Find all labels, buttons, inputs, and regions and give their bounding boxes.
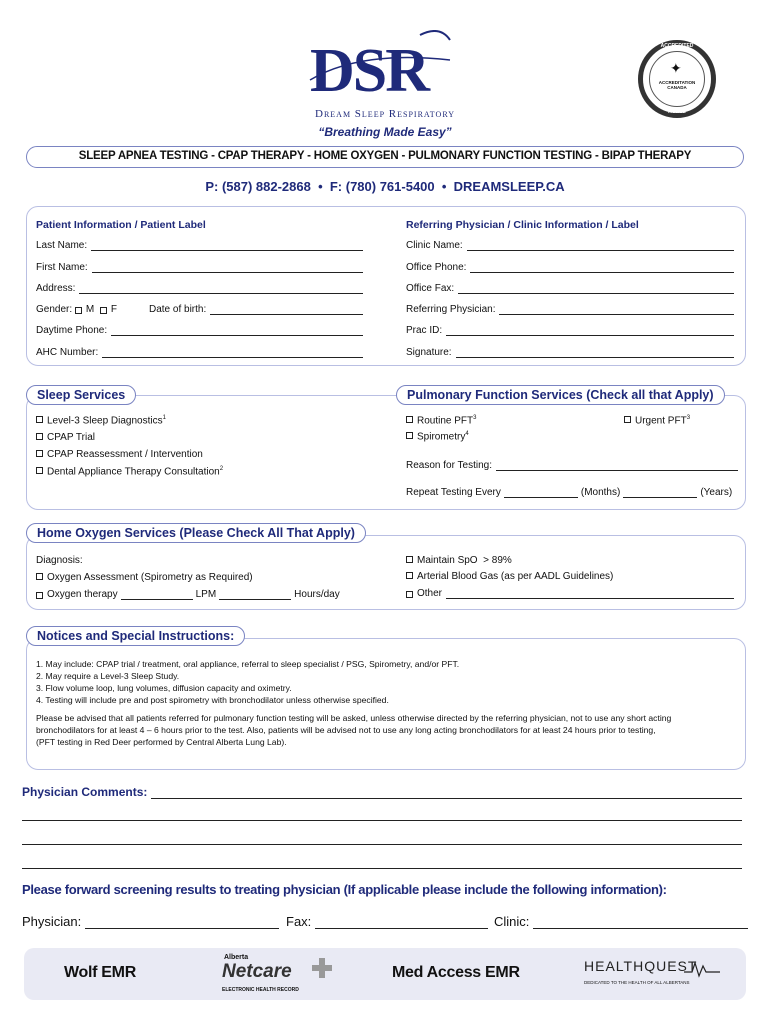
logo-letters: DSR	[310, 37, 429, 105]
cpap-trial-option[interactable]: CPAP Trial	[36, 432, 95, 443]
last-name-field[interactable]: Last Name:	[36, 240, 363, 251]
referring-info-title: Referring Physician / Clinic Information / Label	[406, 219, 639, 231]
forward-clinic-field[interactable]: Clinic:	[494, 914, 748, 929]
oxygen-assessment-option[interactable]: Oxygen Assessment (Spirometry as Required)	[36, 572, 253, 583]
sleep-services-title: Sleep Services	[26, 385, 136, 405]
contact-line: P: (587) 882-2868 • F: (780) 761-5400 • DREAMSLEEP.CA	[205, 179, 565, 194]
notices-list	[36, 658, 459, 706]
oxygen-therapy-field[interactable]: Oxygen therapy LPM Hours/day	[36, 589, 366, 600]
forward-fax-field[interactable]: Fax:	[286, 914, 488, 929]
routine-pft-option[interactable]: Routine PFT$^3$	[406, 415, 476, 426]
med-access-emr-logo: Med Access EMR	[392, 964, 520, 981]
notices-title: Notices and Special Instructions:	[26, 626, 245, 646]
gender-field[interactable]: Gender: M F	[36, 304, 117, 315]
checkbox[interactable]	[406, 591, 413, 598]
checkbox[interactable]	[36, 433, 43, 440]
maple-leaf-icon: ✦	[670, 60, 682, 76]
arterial-blood-gas-option[interactable]: Arterial Blood Gas (as per AADL Guidelines)	[406, 571, 613, 582]
gender-m-checkbox[interactable]	[75, 307, 82, 314]
other-field[interactable]: Other	[406, 588, 734, 599]
checkbox[interactable]	[36, 416, 43, 423]
daytime-phone-field[interactable]: Daytime Phone:	[36, 325, 363, 336]
checkbox[interactable]	[36, 467, 43, 474]
spirometry-option[interactable]: Spirometry$^4$	[406, 431, 469, 442]
seal-top-text: ACCREDITED	[660, 43, 694, 49]
seal-bottom-text: AGRÉÉ	[668, 109, 686, 115]
cpap-reassessment-option[interactable]: CPAP Reassessment / Intervention	[36, 449, 203, 460]
urgent-pft-option[interactable]: Urgent PFT$^3$	[624, 415, 690, 426]
referring-physician-field[interactable]: Referring Physician:	[406, 304, 734, 315]
netcare-logo: Alberta Netcare ELECTRONIC HEALTH RECORD	[222, 954, 342, 998]
services-banner-text: SLEEP APNEA TESTING - CPAP THERAPY - HOME OXYGEN - PULMONARY FUNCTION TESTING - BIPAP THERAPY	[78, 150, 692, 162]
accreditation-seal	[638, 40, 716, 118]
netcare-cross-icon	[312, 958, 332, 978]
signature-field[interactable]: Signature:	[406, 347, 734, 358]
wolf-emr-logo: Wolf EMR	[64, 964, 136, 981]
checkbox[interactable]	[624, 416, 631, 423]
clinic-name-field[interactable]: Clinic Name:	[406, 240, 734, 251]
company-name: Dream Sleep Respiratory	[315, 108, 455, 120]
comment-line[interactable]	[22, 844, 742, 845]
tagline: “Breathing Made Easy”	[318, 125, 452, 139]
checkbox[interactable]	[406, 556, 413, 563]
first-name-field[interactable]: First Name:	[36, 262, 363, 273]
physician-comments-field[interactable]: Physician Comments:	[22, 785, 742, 799]
comment-line[interactable]	[22, 820, 742, 821]
repeat-testing-field[interactable]: Repeat Testing Every (Months) (Years)	[406, 487, 733, 498]
checkbox[interactable]	[36, 450, 43, 457]
checkbox[interactable]	[406, 432, 413, 439]
level3-sleep-option[interactable]: Level-3 Sleep Diagnostics$^1$	[36, 415, 166, 426]
pft-advisory: Please be advised that all patients referred for pulmonary function testing will be asked, unless otherwise directed by the referring physician, not to use any short acting bronchodilators for at least 4 – 6 hours prior to the test. Also, patients will be advised not to use any long acting bronchodilators for at least 24 hours prior to testing, (PFT testing in Red Deer performed by Central Alberta Lung Lab).	[36, 713, 672, 747]
diagnosis-label: Diagnosis:	[36, 555, 83, 566]
patient-info-title: Patient Information / Patient Label	[36, 219, 206, 231]
seal-mid-text: ACCREDITATION CANADA	[658, 80, 696, 90]
notice-1: 1. May include: CPAP trial / treatment, oral appliance, referral to sleep specialist / PSG, Spirometry, and/or PFT.	[36, 659, 460, 669]
healthquest-logo: HEALTHQUEST DEDICATED TO THE HEALTH OF ALL ALBERTANS	[584, 958, 724, 994]
office-phone-field[interactable]: Office Phone:	[406, 262, 734, 273]
checkbox[interactable]	[406, 572, 413, 579]
notice-3: 3. Flow volume loop, lung volumes, diffusion capacity and oximetry.	[36, 683, 292, 693]
office-fax-field[interactable]: Office Fax:	[406, 283, 734, 294]
dental-appliance-option[interactable]: Dental Appliance Therapy Consultation$^2$	[36, 466, 223, 477]
home-oxygen-title: Home Oxygen Services (Please Check All That Apply)	[26, 523, 366, 543]
checkbox[interactable]	[36, 573, 43, 580]
prac-id-field[interactable]: Prac ID:	[406, 325, 734, 336]
checkbox[interactable]	[406, 416, 413, 423]
reason-for-testing-field[interactable]: Reason for Testing:	[406, 460, 738, 471]
heartbeat-icon	[684, 960, 720, 978]
checkbox[interactable]	[36, 592, 43, 599]
address-field[interactable]: Address:	[36, 283, 363, 294]
ahc-number-field[interactable]: AHC Number:	[36, 347, 363, 358]
gender-f-checkbox[interactable]	[100, 307, 107, 314]
notice-4: 4. Testing will include pre and post spirometry with bronchodilator unless otherwise specified.	[36, 695, 389, 705]
dob-field[interactable]: Date of birth:	[149, 304, 363, 315]
pulmonary-services-title: Pulmonary Function Services (Check all that Apply)	[396, 385, 725, 405]
forward-results-title: Please forward screening results to treating physician (If applicable please include the following information):	[22, 882, 667, 897]
comment-line[interactable]	[22, 868, 742, 869]
forward-physician-field[interactable]: Physician:	[22, 914, 279, 929]
notice-2: 2. May require a Level-3 Sleep Study.	[36, 671, 180, 681]
maintain-spo2-option[interactable]: Maintain SpO > 89%	[406, 555, 512, 566]
